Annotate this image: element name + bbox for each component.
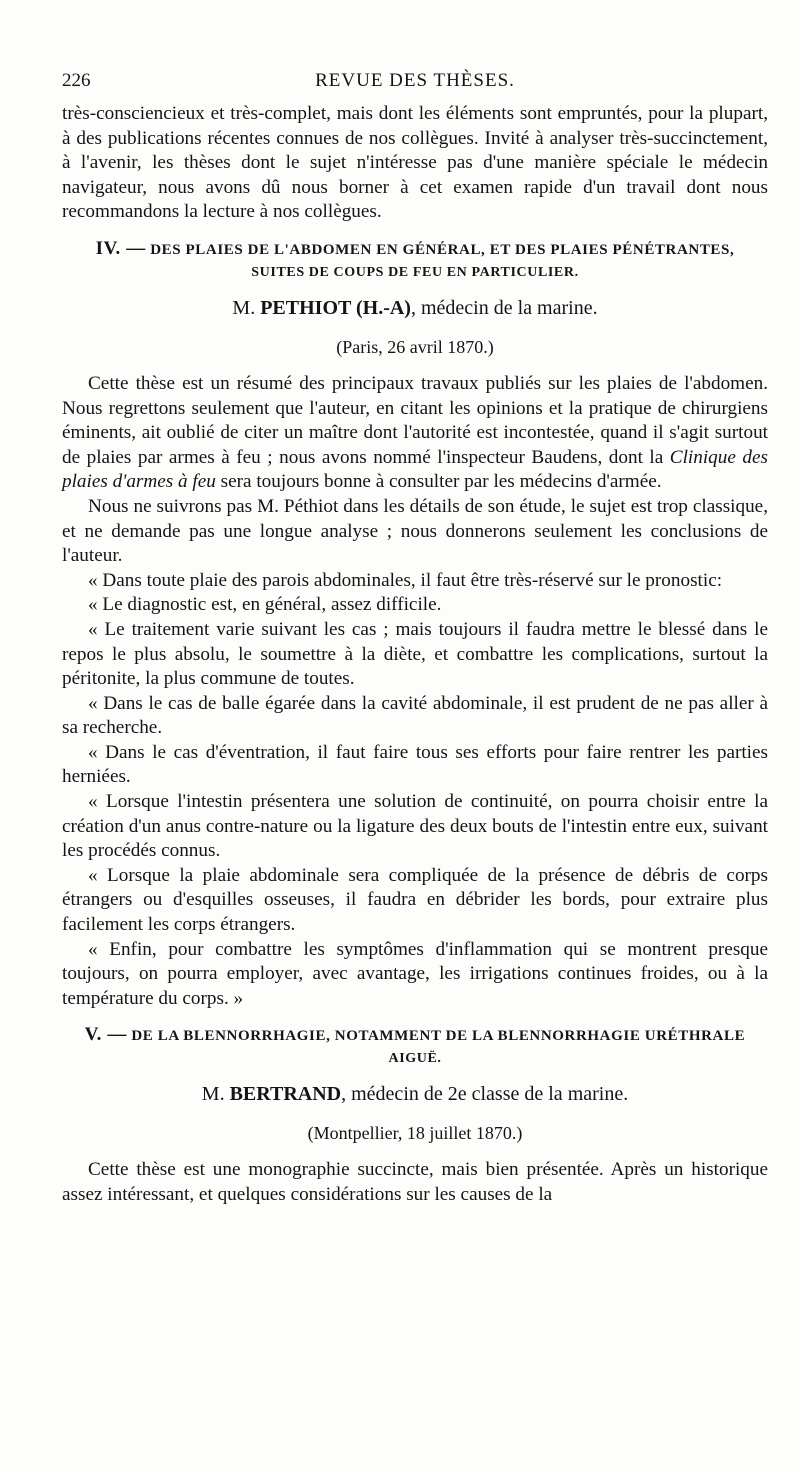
section-5-number: V. — [84,1024,127,1046]
author-name: PETHIOT (H.-A) [260,296,411,319]
author-prefix: M. [201,1083,225,1106]
section-5-title [62,1023,768,1048]
conclusion-quote: « Le traitement varie suivant les cas ; mais toujours il faudra mettre le blessé dans le repos le plus absolu, le soumettre à la diète, et combattre les complications, surtout la péritonite, la plus commune de toutes. [62,618,768,690]
page-body [62,102,768,1208]
author-prefix: M. [232,296,256,319]
section-4-paragraph: Nous ne suivrons pas M. Péthiot dans les détails de son étude, le sujet est trop classique, et ne demande pas une longue analyse ; nous donnerons seulement les conclusions de l'auteur. [62,495,768,567]
page-header [62,70,768,98]
conclusion-quote: « Le diagnostic est, en général, assez difficile. [88,594,442,616]
conclusion-quote: « Dans toute plaie des parois abdominales, il faut être très-réservé sur le pronostic: [88,569,723,591]
intro-paragraph: très-consciencieux et très-complet, mais dont les éléments sont empruntés, pour la plupart, à des publications récentes connues de nos collègues. Invité à analyser très-succinctement, à l'avenir, les thèses dont le sujet n'intéresse pas d'une manière spéciale le médecin navigateur, nous avons dû nous borner à cet examen rapide d'un travail dont nous recommandons la lecture à nos collègues. [62,103,768,223]
section-5-author [62,1080,768,1108]
section-4-number: IV. — [95,237,146,259]
conclusion-quote: « Enfin, pour combattre les symptômes d'inflammation qui se montrent presque toujours, on pourra employer, avec avantage, les irrigations continues froides, ou à la température du corps. » [62,938,768,1009]
section-4-title-line1: DES PLAIES DE L'ABDOMEN EN GÉNÉRAL, ET DES PLAIES PÉNÉTRANTES, [150,241,735,258]
cited-work-title: Clinique des plaies d'armes à feu [62,446,768,493]
section-5-paragraph: Cette thèse est une monographie succincte, mais bien présentée. Après un historique assez intéressant, et quelques considérations sur les causes de la [62,1159,768,1205]
section-4-title-line2: SUITES DE COUPS DE FEU EN PARTICULIER. [251,264,579,280]
conclusion-quote: « Dans le cas de balle égarée dans la cavité abdominale, il est prudent de ne pas aller à sa recherche. [62,692,768,739]
paragraph-text: Cette thèse est un résumé des principaux travaux publiés sur les plaies de l'abdomen. Nous regrettons seulement que l'auteur, en citant les opinions et la pratique de chirurgiens éminents, ait oublié de citer un maître dont l'autorité est incontestée, quand il s'agit surtout de plaies par armes à feu ; nous avons nommé l'inspecteur Baudens, dont la [62,372,768,468]
section-5-title-line1: DE LA BLENNORRHAGIE, NOTAMMENT DE LA BLENNORRHAGIE URÉTHRALE [131,1028,746,1045]
conclusion-quote: « Dans le cas d'éventration, il faut faire tous ses efforts pour faire rentrer les parties herniées. [62,741,768,788]
section-4-title [62,237,768,262]
conclusion-quote: « Lorsque la plaie abdominale sera compliquée de la présence de débris de corps étrangers ou d'esquilles osseuses, il faudra en débrider les bords, pour extraire plus facilement les corps étrangers. [62,864,768,936]
section-5-title-line2: AIGUË. [388,1051,442,1067]
author-suffix: , médecin de la marine. [410,296,598,319]
conclusion-quote: « Lorsque l'intestin présentera une solution de continuité, on pourra choisir entre la création d'un anus contre-nature ou la ligature des deux bouts de l'intestin entre eux, suivant les procédés connus. [62,791,768,862]
paragraph-text: sera toujours bonne à consulter par les médecins d'armée. [215,471,662,493]
author-name: BERTRAND [229,1083,342,1106]
page-number: 226 [62,70,91,91]
running-title: REVUE DES THÈSES. [315,70,515,91]
section-5-place-date: (Montpellier, 18 juillet 1870.) [307,1123,523,1144]
author-suffix: , médecin de 2e classe de la marine. [341,1083,629,1106]
section-4-paragraph [62,372,768,495]
section-4-place-date: (Paris, 26 avril 1870.) [336,336,494,357]
section-4-author [62,294,768,322]
